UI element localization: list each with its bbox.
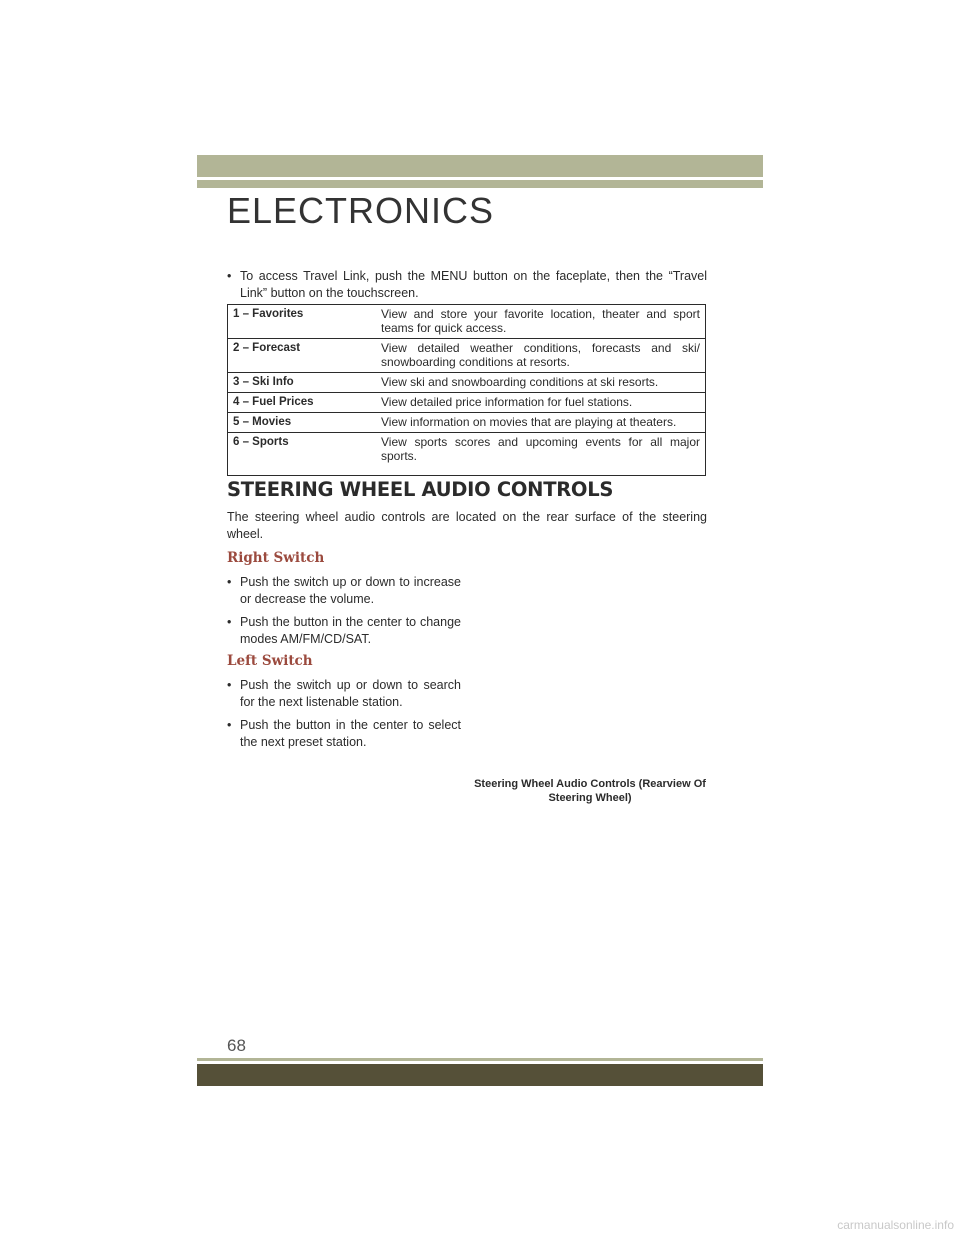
travel-link-table [227, 304, 706, 476]
table-value: View and store your favorite location, theater and sport teams for quick access. [376, 305, 706, 339]
table-key: 3 – Ski Info [228, 373, 377, 393]
right-switch-list [227, 574, 461, 654]
table-value: View sports scores and upcoming events for all major sports. [376, 433, 706, 476]
table-key: 4 – Fuel Prices [228, 393, 377, 413]
right-switch-heading: Right Switch [227, 550, 325, 566]
table-key: 2 – Forecast [228, 339, 377, 373]
footer-rule [197, 1058, 763, 1061]
table-row [228, 433, 706, 476]
intro-text: To access Travel Link, push the MENU button on the faceplate, then the “Travel Link” button on the touchscreen. [240, 269, 707, 300]
table-key: 5 – Movies [228, 413, 377, 433]
list-item: • Push the button in the center to change modes AM/FM/CD/SAT. [227, 615, 461, 646]
table-value: View detailed price information for fuel stations. [376, 393, 706, 413]
bullet-glyph: • [227, 269, 232, 283]
list-item: • Push the button in the center to select the next preset station. [227, 718, 461, 749]
header-color-bar [197, 155, 763, 177]
section-header: ELECTRONICS [227, 190, 495, 231]
left-switch-list [227, 677, 461, 757]
bullet-glyph: • [227, 718, 232, 732]
header-thin-rule [197, 180, 763, 188]
intro-bullet [227, 268, 707, 302]
section-title: STEERING WHEEL AUDIO CONTROLS [227, 478, 614, 501]
table-row [228, 373, 706, 393]
table-row [228, 413, 706, 433]
bullet-glyph: • [227, 575, 232, 589]
table-row [228, 339, 706, 373]
table-value: View detailed weather conditions, forecasts and ski/ snowboarding conditions at resorts. [376, 339, 706, 373]
list-item: • Push the switch up or down to increase or decrease the volume. [227, 575, 461, 606]
bullet-glyph: • [227, 678, 232, 692]
section-paragraph: The steering wheel audio controls are located on the rear surface of the steering wheel. [227, 510, 707, 541]
figure-caption: Steering Wheel Audio Controls (Rearview Of Steering Wheel) [474, 778, 706, 804]
list-item: • Push the switch up or down to search for the next listenable station. [227, 678, 461, 709]
table-row [228, 305, 706, 339]
footer-color-bar [197, 1064, 763, 1086]
table-key: 6 – Sports [228, 433, 377, 476]
table-value: View information on movies that are playing at theaters. [376, 413, 706, 433]
page-number: 68 [227, 1036, 246, 1055]
table-value: View ski and snowboarding conditions at ski resorts. [376, 373, 706, 393]
table-key: 1 – Favorites [228, 305, 377, 339]
bullet-glyph: • [227, 615, 232, 629]
watermark-text: carmanualsonline.info [837, 1218, 954, 1232]
left-switch-heading: Left Switch [227, 653, 313, 669]
table-row [228, 393, 706, 413]
